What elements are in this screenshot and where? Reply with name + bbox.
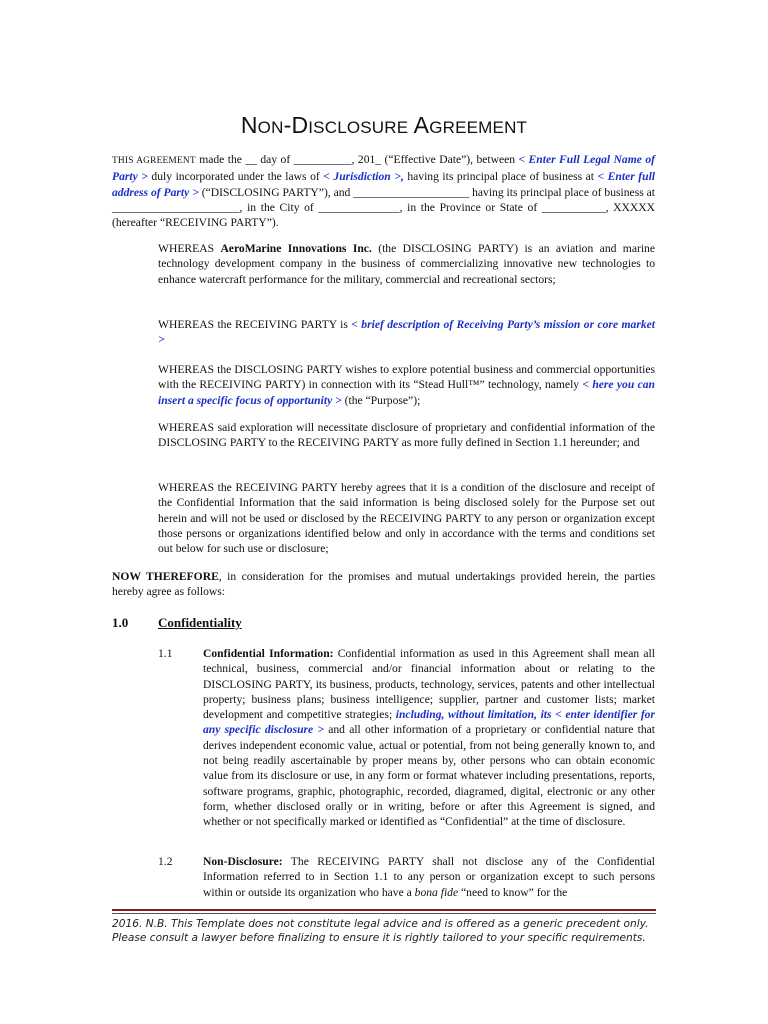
- document-title: NON-DISCLOSURE AGREEMENT: [240, 112, 528, 138]
- section-heading-confidentiality: 1.0 Confidentiality: [112, 615, 242, 630]
- jurisdiction-placeholder: < Jurisdiction >,: [323, 170, 404, 184]
- whereas-disclosure: WHEREAS said exploration will necessitate disclosure of proprietary and confidential information of the DISCLOSING PARTY to the RECEIVING PARTY as more fully defined in Section 1.1 hereunder; and: [158, 421, 655, 450]
- whereas-receiving-party: WHEREAS the RECEIVING PARTY is < brief description of Receiving Party’s mission or core market >: [158, 318, 655, 347]
- section-1-2-number: 1.2: [158, 855, 173, 868]
- now-therefore-paragraph: NOW THEREFORE, in consideration for the promises and mutual undertakings provided herein, the parties hereby agree as follows:: [112, 570, 655, 599]
- address-placeholder: < Enter full address of Party >: [112, 170, 656, 199]
- intro-paragraph: THIS AGREEMENT made the __ day of __________, 201_ (“Effective Date”), between < Enter Full Legal Name of Party > duly incorporated under the laws of < Jurisdiction >, having its principal place of business at < Enter full address of Party > (“DISCLOSING PARTY”), and ____________________ having its principal place of business at ______________________, in the City of ______________, in the Province or State of ___________, XXXXX (hereafter “RECEIVING PARTY”).: [112, 153, 656, 230]
- footer-disclaimer: 2016. N.B. This Template does not constitute legal advice and is offered as a generic precedent only. Please consult a lawyer before finalizing to ensure it is rightly tailored to your specific requirements.: [112, 918, 649, 945]
- footer-rule-thin: [112, 913, 656, 914]
- party-name-placeholder: < Enter Full Legal Name of Party >: [112, 153, 655, 184]
- specific-disclosure-placeholder: including, without limitation, its < enter identifier for any specific disclosure >: [203, 708, 655, 737]
- focus-placeholder: < here you can insert a specific focus of opportunity >: [158, 378, 655, 407]
- section-1-2-non-disclosure: Non-Disclosure: The RECEIVING PARTY shall not disclose any of the Confidential Information referred to in Section 1.1 to any person or organization except to such persons within or outside its organization who have a bona fide “need to know” for the: [203, 855, 655, 899]
- section-1-1-confidential-information: Confidential Information: Confidential information as used in this Agreement shall mean all technical, business, commercial and/or financial information about or relating to the DISCLOSING PARTY, its business, products, technology, services, patents and other intellectual property; business plans; business intelligence; supplier, partner and customer lists; market development and competitive strategies; including, without limitation, its < enter identifier for any specific disclosure > and all other information of a proprietary or confidential nature that derives independent economic value, actual or potential, from not being generally known to, and not being readily ascertainable by proper means by, other persons who can obtain economic value from its disclosure or use, in any form or format whatever including presentations, reports, software programs, graphic, photographic, recorded, diagramed, digital, electronic or any other form, whether disclosed orally or in writing, before or after this Agreement is signed, and whether or not specifically marked or identified as “Confidential” at the time of disclosure.: [203, 647, 655, 829]
- section-1-1-number: 1.1: [158, 647, 173, 660]
- whereas-disclosing-party: WHEREAS AeroMarine Innovations Inc. (the DISCLOSING PARTY) is an aviation and marine technology development company in the business of commercializing innovative new technologies to enhance watercraft performance for the military, commercial and recreational sectors;: [158, 242, 655, 286]
- whereas-condition: WHEREAS the RECEIVING PARTY hereby agrees that it is a condition of the disclosure and receipt of the Confidential Information that the said information is being disclosed solely for the Purpose set out herein and will not be used or disclosed by the RECEIVING PARTY to any person or organization except those persons or organizations identified below and only in accordance with the terms and conditions set out below for such use or disclosure;: [158, 481, 655, 556]
- mission-placeholder: < brief description of Receiving Party’s mission or core market >: [158, 318, 655, 347]
- whereas-opportunity: WHEREAS the DISCLOSING PARTY wishes to explore potential business and commercial opportunities with the RECEIVING PARTY) in connection with its “Stead Hull™” technology, namely < here you can insert a specific focus of opportunity > (the “Purpose”);: [158, 363, 655, 407]
- footer-rule: [112, 909, 656, 911]
